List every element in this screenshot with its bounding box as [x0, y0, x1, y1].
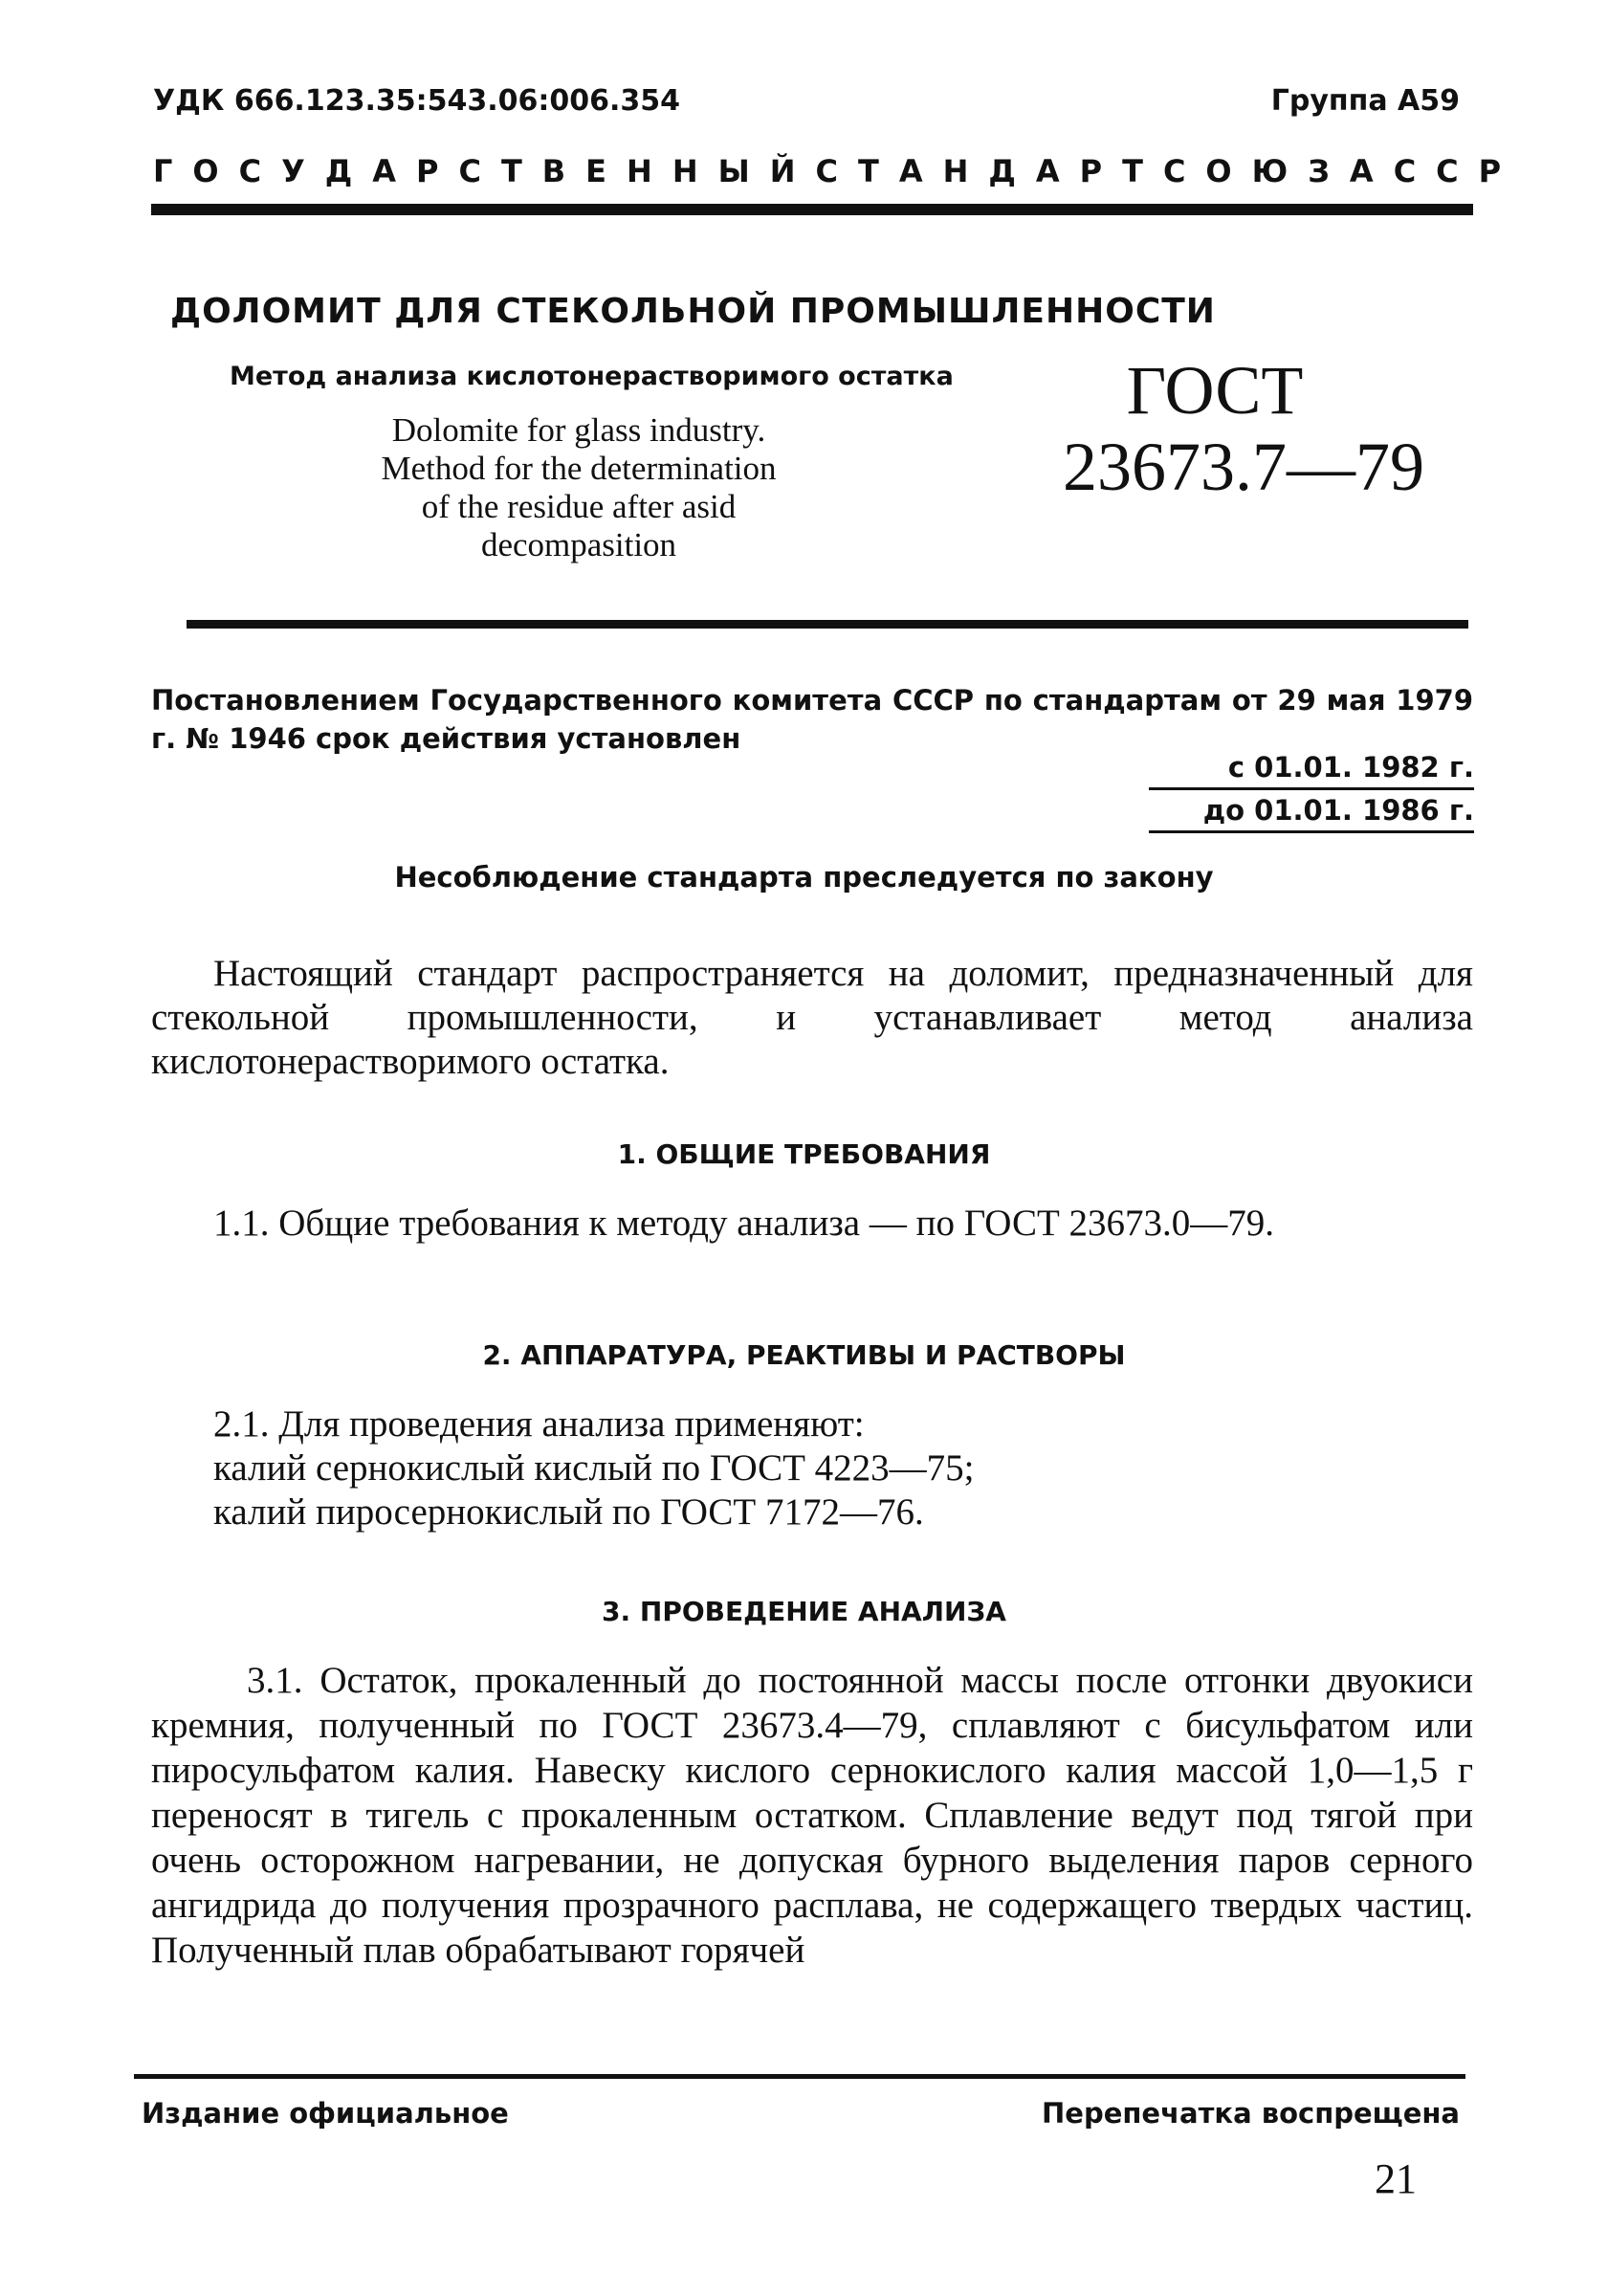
gost-number: 23673.7—79: [1063, 429, 1424, 505]
banner-word: СОЮЗА: [1162, 153, 1394, 189]
paragraph-line: калий пиросернокислый по ГОСТ 7172—76.: [213, 1491, 924, 1533]
page-number: 21: [1375, 2155, 1417, 2202]
paragraph-3-1: 3.1. Остаток, прокаленный до постоянной массы после отгонки двуокиси кремния, полученный по ГОСТ 23673.4—79, сплавляют с бисульфатом или пиросульфатом калия. Навеску кислого сернокислого калия массой 1,0—1,5 г переносят в тигель с прокаленным остатком. Сплавление ведут под тягой при очень осторожном нагревании, не допуская бурного выделения паров серного ангидрида до получения прозрачного расплава, не содержащего твердых частиц. Полученный плав обрабатывают горячей: [151, 1660, 1473, 1971]
group-code: Группа А59: [1270, 84, 1460, 118]
title-english-line: decompasition: [480, 526, 677, 563]
section-heading: 3. ПРОВЕДЕНИЕ АНАЛИЗА: [602, 1596, 1006, 1627]
title-rule: [187, 620, 1468, 629]
title-english-line: Dolomite for glass industry.: [391, 411, 766, 449]
subtitle-russian: Метод анализа кислотонерастворимого остатка: [230, 362, 954, 391]
title-english-line: of the residue after asid: [421, 488, 737, 525]
state-standard-banner: [153, 153, 1522, 189]
paragraph-line: калий сернокислый кислый по ГОСТ 4223—75;: [213, 1447, 975, 1489]
reprint-notice: Перепечатка воспрещена: [1042, 2097, 1460, 2130]
title-english: [316, 411, 842, 564]
banner-word: ГОСУДАРСТВЕННЫЙ: [153, 153, 816, 189]
paragraph-1-1: 1.1. Общие требования к методу анализа — по ГОСТ 23673.0—79.: [213, 1203, 1275, 1244]
title-english-line: Method for the determination: [381, 450, 777, 487]
paragraph-line: 2.1. Для проведения анализа применяют:: [213, 1403, 865, 1445]
effective-date-to: до 01.01. 1986 г.: [1149, 794, 1474, 833]
effective-date-from: с 01.01. 1982 г.: [1149, 751, 1474, 790]
section-heading: 1. ОБЩИЕ ТРЕБОВАНИЯ: [617, 1138, 991, 1170]
footer-rule: [134, 2074, 1465, 2079]
decree-text: Постановлением Государственного комитета СССР по стандартам от 29 мая 1979 г. № 1946 срок действия установлен: [151, 684, 1473, 755]
paragraph-2-1: [213, 1402, 1473, 1534]
section-heading: 2. АППАРАТУРА, РЕАКТИВЫ И РАСТВОРЫ: [482, 1339, 1126, 1371]
banner-word: СТАНДАРТ: [815, 153, 1163, 189]
legal-notice: Несоблюдение стандарта преследуется по закону: [394, 861, 1214, 894]
title-russian: ДОЛОМИТ ДЛЯ СТЕКОЛЬНОЙ ПРОМЫШЛЕННОСТИ: [170, 292, 1216, 331]
udk-code: УДК 666.123.35:543.06:006.354: [153, 84, 681, 118]
gost-label: ГОСТ: [1126, 352, 1304, 429]
intro-paragraph: Настоящий стандарт распространяется на доломит, предназначенный для стекольной промышленности, и устанавливает метод анализа кислотонерастворимого остатка.: [151, 953, 1473, 1082]
banner-word: ССР: [1393, 153, 1522, 189]
edition-label: Издание официальное: [142, 2097, 509, 2130]
header-rule: [151, 204, 1473, 215]
